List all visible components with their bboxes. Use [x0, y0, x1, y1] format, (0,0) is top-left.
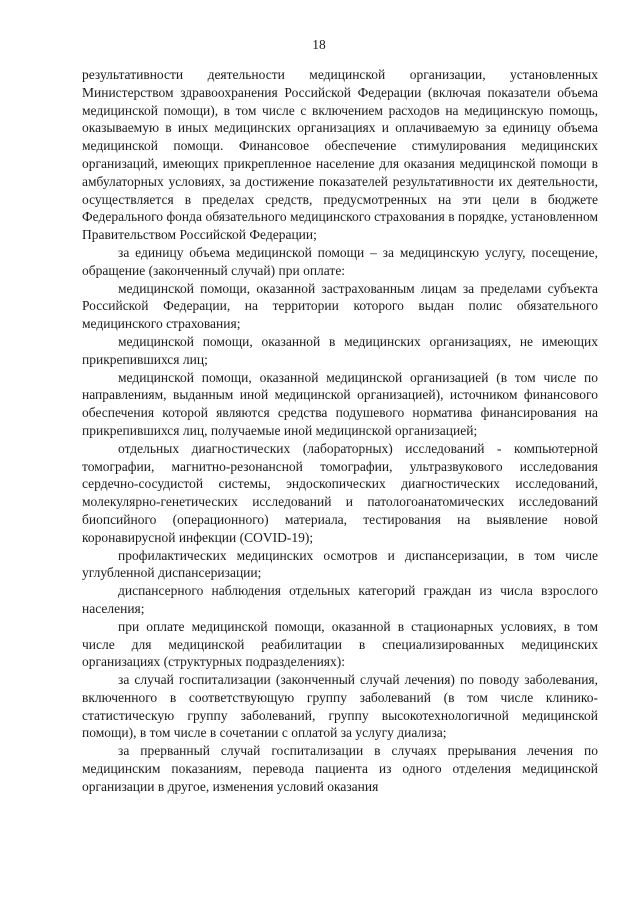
paragraph-9: при оплате медицинской помощи, оказанной в стационарных условиях, в том числе для медицинской реабилитации в специализированных медицинских организациях (структурных подразделениях): — [82, 618, 598, 670]
paragraph-4: медицинской помощи, оказанной в медицинских организациях, не имеющих прикрепившихся лиц; — [82, 333, 598, 367]
paragraph-1: результативности деятельности медицинской организации, установленных Министерством здравоохранения Российской Федерации (включая показатели объема медицинской помощи), в том числе с включением расходов на медицинскую помощь, оказываемую в иных медицинских организациях и оплачиваемую за единицу объема медицинской помощи. Финансовое обеспечение стимулирования медицинских организаций, имеющих прикрепленное население для оказания медицинской помощи в амбулаторных условиях, за достижение показателей результативности их деятельности, осуществляется в пределах средств, предусмотренных на эти цели в бюджете Федерального фонда обязательного медицинского страхования в порядке, установленном Правительством Российской Федерации; — [82, 67, 598, 243]
page-number: 18 — [312, 37, 326, 52]
paragraph-8: диспансерного наблюдения отдельных категорий граждан из числа взрослого населения; — [82, 583, 598, 616]
paragraph-11: за прерванный случай госпитализации в случаях прерывания лечения по медицинским показаниям, перевода пациента из одного отделения медицинской организации в другое, изменения условий оказания — [82, 743, 598, 794]
body-text — [82, 66, 598, 796]
paragraph-5: медицинской помощи, оказанной медицинской организацией (в том числе по направлениям, выданным иной медицинской организацией), источником финансового обеспечения которой являются средства подушевого норматива финансирования на прикрепившихся лиц, получаемые иной медицинской организацией; — [82, 369, 598, 438]
paragraph-7: профилактических медицинских осмотров и диспансеризации, в том числе углубленной диспансеризации; — [82, 547, 598, 581]
paragraph-2: за единицу объема медицинской помощи – за медицинскую услугу, посещение, обращение (законченный случай) при оплате: — [82, 244, 598, 278]
paragraph-10: за случай госпитализации (законченный случай лечения) по поводу заболевания, включенного в соответствующую группу заболеваний (в том числе клинико-статистическую группу заболеваний, группу высокотехнологичной медицинской помощи), в том числе в сочетании с оплатой за услугу диализа; — [82, 672, 598, 741]
paragraph-3: медицинской помощи, оказанной застрахованным лицам за пределами субъекта Российской Федерации, на территории которого выдан полис обязательного медицинского страхования; — [82, 280, 598, 332]
paragraph-6: отдельных диагностических (лабораторных) исследований - компьютерной томографии, магнитно-резонансной томографии, ультразвукового исследования сердечно-сосудистой системы, эндоскопических диагностических исследований, молекулярно-генетических исследований и патологоанатомических исследований биопсийного (операционного) материала, тестирования на выявление новой коронавирусной инфекции (COVID-19); — [82, 440, 598, 545]
